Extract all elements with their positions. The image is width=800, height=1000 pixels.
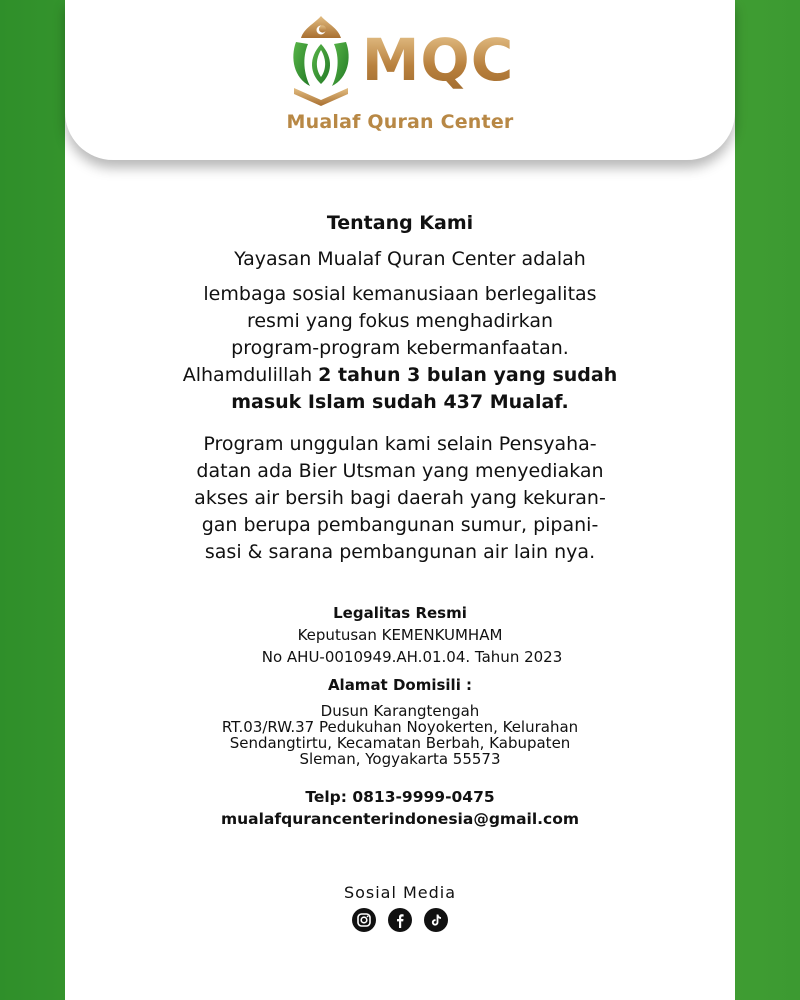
program-line: akses air bersih bagi daerah yang kekuran-: [194, 487, 606, 509]
about-line-5-plain: Alhamdulillah: [182, 364, 319, 386]
address-line: Dusun Karangtengah: [320, 702, 480, 720]
program-paragraph: [65, 431, 735, 566]
program-line: Program unggulan kami selain Pensyaha-: [203, 433, 597, 455]
facebook-icon[interactable]: [388, 908, 412, 932]
program-line: datan ada Bier Utsman yang menyediakan: [196, 460, 604, 482]
logo-wordmark: MQC: [361, 25, 515, 94]
about-line-3: resmi yang fokus menghadirkan: [246, 310, 554, 332]
program-line: sasi & sarana pembangunan air lain nya.: [204, 541, 596, 563]
instagram-icon[interactable]: [352, 908, 376, 932]
about-line-5-bold: 2 tahun 3 bulan yang sudah: [318, 364, 618, 386]
social-icons: [65, 908, 735, 932]
address-block: [65, 703, 735, 767]
mqc-emblem-icon: [286, 14, 356, 106]
email-address: mualafqurancenterindonesia@gmail.com: [220, 810, 580, 828]
about-line-6: [65, 389, 735, 416]
about-paragraph: [65, 246, 735, 416]
address-line: Sendangtirtu, Kecamatan Berbah, Kabupaten: [229, 734, 571, 752]
legal-section: [65, 602, 735, 696]
about-line-2: lembaga sosial kemanusiaan berlegalitas: [203, 283, 597, 305]
tiktok-icon[interactable]: [424, 908, 448, 932]
contact-block: [65, 786, 735, 830]
address-line: Sleman, Yogyakarta 55573: [299, 750, 501, 768]
about-line-4: program-program kebermanfaatan.: [231, 337, 569, 359]
social-media-label: Sosial Media: [343, 883, 457, 902]
about-line-6-bold: masuk Islam sudah 437 Mualaf.: [231, 391, 569, 413]
header-banner: [65, 0, 735, 160]
address-heading: Alamat Domisili :: [327, 676, 473, 694]
about-title: Tentang Kami: [326, 212, 474, 234]
program-line: gan berupa pembangunan sumur, pipani-: [201, 514, 599, 536]
legal-line-1: Keputusan KEMENKUMHAM: [297, 626, 503, 644]
logo-subtitle: Mualaf Quran Center: [286, 110, 514, 133]
about-line-1: Yayasan Mualaf Quran Center adalah: [234, 248, 586, 270]
logo: [65, 12, 735, 142]
address-line: RT.03/RW.37 Pedukuhan Noyokerten, Kelurahan: [221, 718, 579, 736]
legal-heading: Legalitas Resmi: [333, 604, 467, 622]
legal-line-2: No AHU-0010949.AH.01.04. Tahun 2023: [261, 648, 563, 666]
phone-number: Telp: 0813-9999-0475: [305, 788, 495, 806]
about-line-5: [65, 362, 735, 389]
